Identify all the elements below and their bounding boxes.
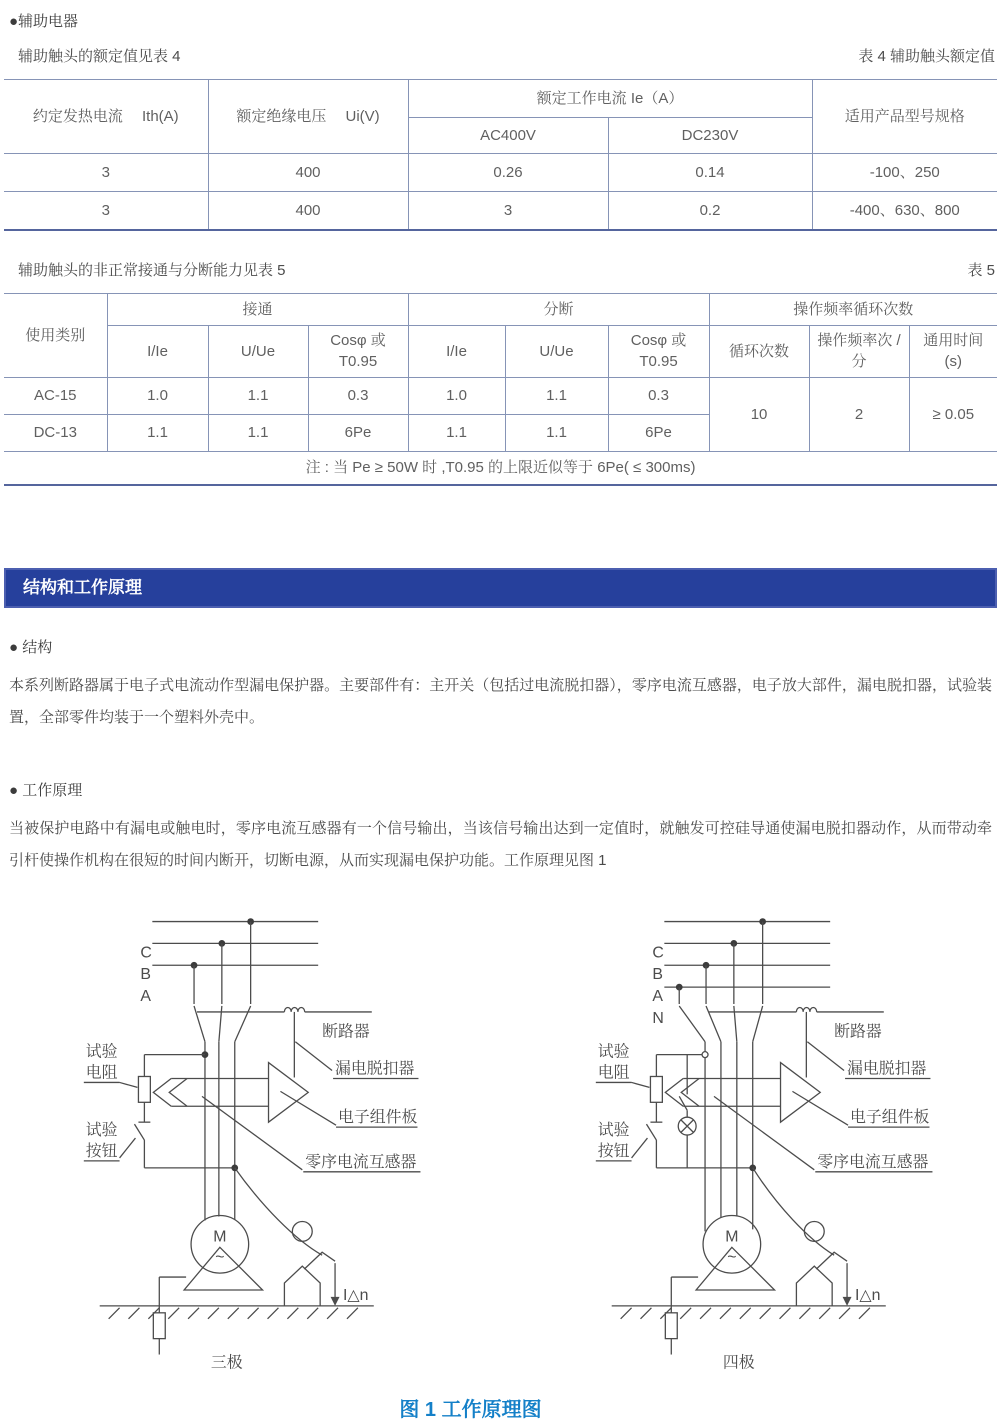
section-header-bar: 结构和工作原理 [4, 568, 997, 608]
group-header-make: 接通 [107, 293, 408, 325]
table-row [4, 325, 997, 377]
structure-heading: ● 结构 [9, 639, 53, 656]
table-note: 注 : 当 Pe ≥ 50W 时 ,T0.95 的上限近似等于 6Pe( ≤ 300ms) [4, 451, 997, 485]
col-header-dc: DC230V [608, 118, 812, 154]
pole-conductors [205, 1042, 235, 1221]
leakage-release-label: 漏电脱扣器 [847, 1060, 927, 1078]
table-make-break-capacity [4, 293, 997, 487]
sub-header: I/Ie [107, 325, 208, 377]
leakage-current-path [235, 1168, 322, 1255]
test-resistor-label: 电阻 [597, 1064, 630, 1082]
col-header-working-current: 额定工作电流 Ie（A） [408, 80, 812, 118]
col-header-heat-current: 约定发热电流 Ith(A) [4, 80, 208, 154]
table-cell: DC-13 [4, 414, 107, 451]
indicator-lamp-branch [678, 1055, 696, 1168]
table-cell: 0.3 [608, 377, 709, 414]
table-cell: 6Pe [308, 414, 408, 451]
sub-header: I/Ie [408, 325, 505, 377]
electronic-board-label: 电子组件板 [850, 1109, 930, 1127]
table4-intro-text: 辅助触头的额定值见表 4 [18, 48, 181, 65]
table-cell: 0.26 [408, 154, 608, 192]
component-labels [596, 1023, 933, 1172]
leakage-current-path [753, 1168, 834, 1255]
table-cell: 1.1 [107, 414, 208, 451]
motor-ac-symbol: ~ [727, 1249, 737, 1267]
four-pole-caption: 四极 [722, 1354, 755, 1372]
trip-coil-icon [796, 1007, 816, 1011]
col-header-ac: AC400V [408, 118, 608, 154]
table5-caption: 表 5 [967, 261, 995, 279]
table-cell: 0.3 [308, 377, 408, 414]
table-row [4, 192, 997, 230]
motor-ac-symbol: ~ [215, 1249, 225, 1267]
table-cell: 400 [208, 192, 408, 230]
structure-paragraph: 本系列断路器属于电子式电流动作型漏电保护器。主要部件有：主开关（包括过电流脱扣器），零序电流互感器，电子放大部件，漏电脱扣器，试验装置，全部零件均装于一个塑料外壳中。 [9, 677, 992, 726]
table-cell: -400、630、800 [812, 192, 997, 230]
table-cell: 400 [208, 154, 408, 192]
table-cell: 6Pe [608, 414, 709, 451]
phase-label-b: B [140, 966, 152, 984]
phase-label-n: N [652, 1009, 664, 1027]
electronic-board-label: 电子组件板 [338, 1109, 418, 1127]
leakage-current-label: I△n [854, 1286, 881, 1304]
phase-label-c: C [652, 944, 664, 962]
principle-paragraph: 当被保护电路中有漏电或触电时，零序电流互感器有一个信号输出，当该信号输出达到一定值时，就触发可控硅导通使漏电脱扣器动作，从而带动牵引杆使操作机构在很短的时间内断开，切断电源，从而实现漏电保护功能。工作原理见图 1 [9, 820, 992, 869]
table5-caption-row [18, 259, 995, 280]
earth-connection [153, 1277, 186, 1354]
trip-coil-icon [284, 1007, 304, 1011]
test-circuit [646, 1052, 756, 1172]
group-header-frequency: 操作频率循环次数 [709, 293, 997, 325]
test-button-label: 试验 [85, 1122, 118, 1140]
sub-header: 通用时间 (s) [909, 325, 997, 377]
earth-resistor-icon [153, 1313, 165, 1339]
table-cell: 1.1 [505, 377, 608, 414]
col-header-insulation-voltage: 额定绝缘电压 Ui(V) [208, 80, 408, 154]
motor-letter: M [213, 1228, 227, 1246]
amplifier-triangle-icon [269, 1063, 309, 1123]
ground-line [100, 1306, 374, 1319]
table-cell: 3 [408, 192, 608, 230]
section-bullet-title: ●辅助电器 [9, 13, 79, 30]
table-note-row [4, 451, 997, 485]
earth-resistor-icon [665, 1313, 677, 1339]
three-pole-circuit-diagram [58, 910, 485, 1380]
table4-caption: 表 4 辅助触头额定值 [858, 48, 995, 65]
table-row [4, 154, 997, 192]
leakage-current-label: I△n [342, 1286, 369, 1304]
test-resistor-icon [650, 1076, 662, 1102]
pole-conductors [705, 1042, 753, 1232]
test-button-label: 按钮 [85, 1142, 118, 1160]
table-cell: 0.2 [608, 192, 812, 230]
table-row [4, 80, 997, 118]
table-cell: 1.1 [208, 377, 308, 414]
power-bus-lines [152, 918, 318, 1004]
table-cell: 1.1 [208, 414, 308, 451]
table-cell: 1.1 [408, 414, 505, 451]
arrow-down-icon [843, 1297, 852, 1306]
group-header-break: 分断 [408, 293, 709, 325]
phase-label-b: B [652, 966, 664, 984]
table-cell: 0.14 [608, 154, 812, 192]
sub-header: 循环次数 [709, 325, 809, 377]
table-cell: -100、250 [812, 154, 997, 192]
phase-label-c: C [140, 944, 152, 962]
sub-header: U/Ue [505, 325, 608, 377]
power-bus-lines [664, 918, 830, 1004]
table-cell-merged: 10 [709, 377, 809, 451]
test-resistor-label: 试验 [85, 1043, 118, 1061]
table-cell-merged: ≥ 0.05 [909, 377, 997, 451]
table4-caption-row [18, 45, 995, 66]
motor-letter: M [725, 1228, 739, 1246]
table-cell: 1.0 [107, 377, 208, 414]
sub-header: 操作频率次 / 分 [809, 325, 909, 377]
figure1-diagrams [3, 910, 997, 1380]
test-button-icon [134, 1124, 144, 1140]
arrow-down-icon [331, 1297, 340, 1306]
table-row [4, 293, 997, 325]
sub-header: Cosφ 或 T0.95 [308, 325, 408, 377]
sub-header: U/Ue [208, 325, 308, 377]
breaker-label: 断路器 [834, 1023, 882, 1041]
phase-label-a: A [652, 988, 664, 1006]
table-auxiliary-ratings [4, 79, 997, 231]
table-cell: 1.1 [505, 414, 608, 451]
amplifier-triangle-icon [781, 1063, 821, 1123]
motor-load [184, 1216, 262, 1290]
table-cell: 1.0 [408, 377, 505, 414]
table-row [4, 377, 997, 414]
table-cell-merged: 2 [809, 377, 909, 451]
ct-label: 零序电流互感器 [817, 1153, 929, 1171]
test-resistor-label: 试验 [597, 1043, 630, 1061]
ct-label: 零序电流互感器 [305, 1153, 417, 1171]
leakage-release-label: 漏电脱扣器 [335, 1060, 415, 1078]
col-header-models: 适用产品型号规格 [812, 80, 997, 154]
figure1-caption: 图 1 工作原理图 [399, 1399, 542, 1421]
motor-load [696, 1216, 774, 1290]
table-cell: 3 [4, 154, 208, 192]
test-button-label: 试验 [597, 1122, 630, 1140]
test-button-label: 按钮 [597, 1142, 630, 1160]
principle-heading: ● 工作原理 [9, 782, 83, 799]
four-pole-circuit-diagram [570, 910, 997, 1380]
breaker-label: 断路器 [322, 1023, 370, 1041]
table-cell: 3 [4, 192, 208, 230]
test-button-icon [646, 1124, 656, 1140]
col-header-category: 使用类别 [4, 293, 107, 377]
phase-label-a: A [140, 988, 152, 1006]
person-figure [284, 1221, 339, 1305]
earth-connection [665, 1277, 698, 1354]
ground-line [612, 1306, 886, 1319]
sub-header: Cosφ 或 T0.95 [608, 325, 709, 377]
three-pole-caption: 三极 [210, 1354, 243, 1372]
test-resistor-label: 电阻 [85, 1064, 118, 1082]
component-labels [84, 1023, 421, 1172]
table-cell: AC-15 [4, 377, 107, 414]
test-resistor-icon [138, 1076, 150, 1102]
table5-intro-text: 辅助触头的非正常接通与分断能力见表 5 [18, 261, 286, 279]
person-figure [796, 1221, 851, 1305]
